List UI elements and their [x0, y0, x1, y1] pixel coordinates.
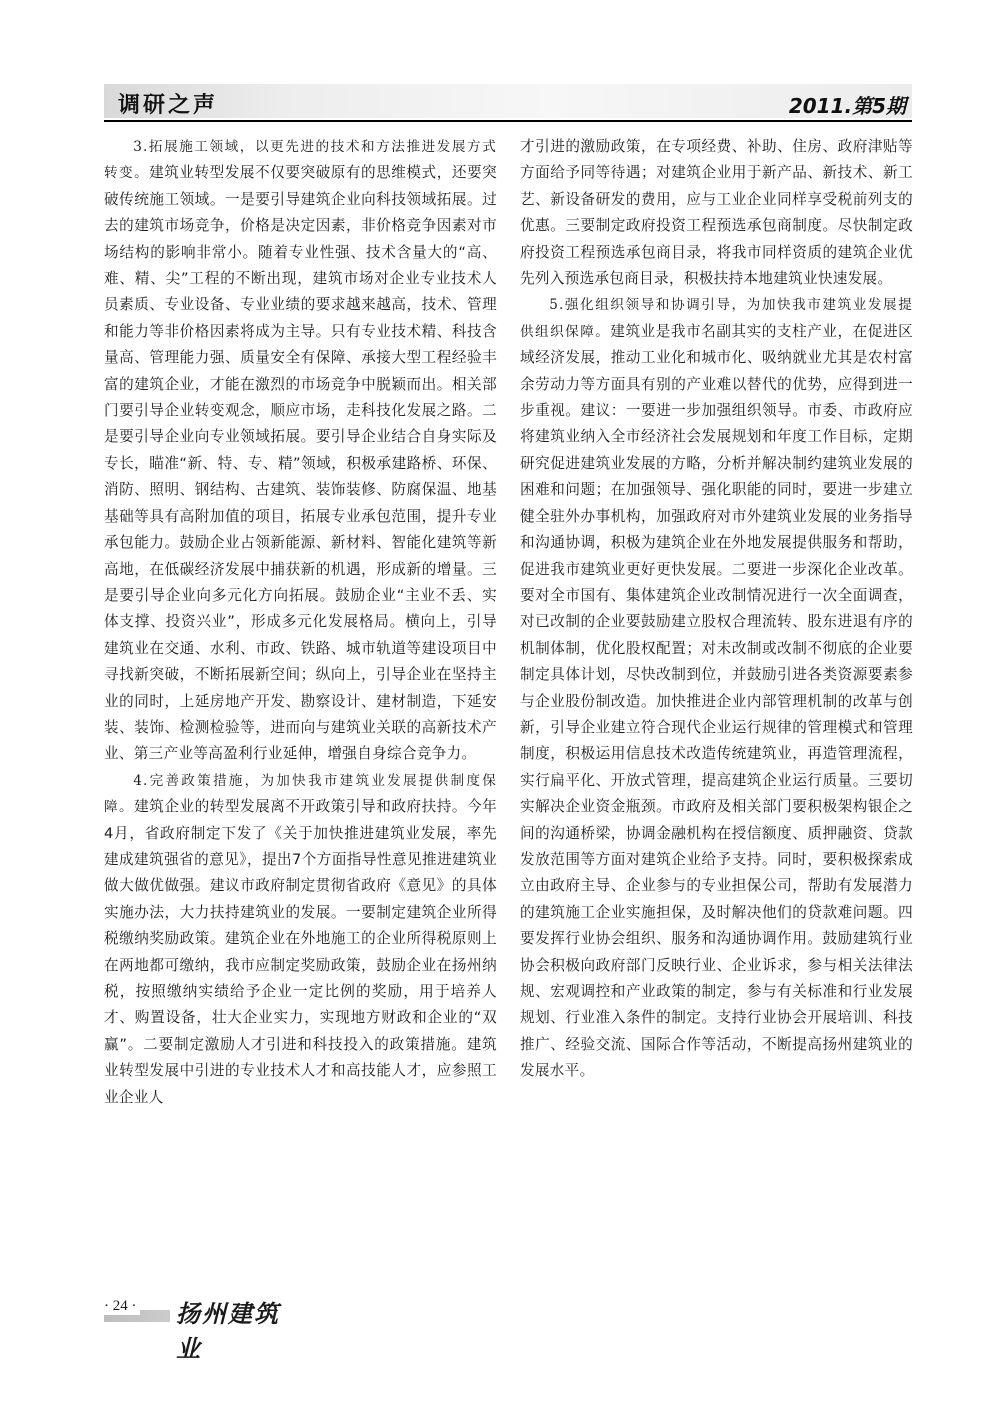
page-number: · 24 ·: [104, 1298, 140, 1315]
journal-logo: 扬州建筑业: [170, 1294, 294, 1364]
paragraph-5: [520, 292, 913, 1084]
section-title: 调研之声: [118, 93, 219, 118]
issue-number: 2011.第5期: [788, 94, 906, 118]
right-column: [520, 134, 913, 1085]
paragraph-3-lead: 3.拓展施工领域，以更先进的技术和方法推进发展方式转变。: [104, 139, 497, 182]
paragraph-4-lead: 4.完善政策措施，为加快我市建筑业发展提供制度保障。: [104, 772, 497, 816]
paragraph-5-body: 建筑业是我市名副其实的支柱产业，在促进区域经济发展，推动工业化和城市化、吸纳就业尤其是农村富余劳动力等方面具有别的产业难以替代的优势，应得到进一步重视。建议：一要进一步加强组织领导。市委、市政府应将建筑业纳入全市经济社会发展规划和年度工作目标，定期研究促进建筑业发展的方略，分析并解决制约建筑业发展的困难和问题；在加强领导、强化职能的同时，要进一步建立健全驻外办事机构，加强政府对市外建筑业发展的业务指导和沟通协调，积极为建筑企业在外地发展提供服务和帮助，促进我市建筑业更好更快发展。二要进一步深化企业改革。要对全市国有、集体建筑企业改制情况进行一次全面调查，对已改制的企业要鼓励建立股权合理流转、股东进退有序的机制体制，优化股权配置；对未改制或改制不彻底的企业要制定具体计划，尽快改制到位，并鼓励引进各类资源要素参与企业股份制改造。加快推进企业内部管理机制的改革与创新，引导企业建立符合现代企业运行规律的管理模式和管理制度，积极运用信息技术改造传统建筑业，再造管理流程，实行扁平化、开放式管理，提高建筑企业运行质量。三要切实解决企业资金瓶颈。市政府及相关部门要积极架构银企之间的沟通桥梁，协调金融机构在授信额度、质押融资、贷款发放范围等方面对建筑企业给予支持。同时，要积极探索成立由政府主导、企业参与的专业担保公司，帮助有发展潜力的建筑施工企业实施担保，及时解决他们的贷款难问题。四要发挥行业协会组织、服务和沟通协调作用。鼓励建筑行业协会积极向政府部门反映行业、企业诉求，参与相关法律法规、宏观调控和产业政策的制定，参与有关标准和行业发展规划、行业准入条件的制定。支持行业协会开展培训、科技推广、经验交流、国际合作等活动，不断提高扬州建筑业的发展水平。: [520, 322, 913, 1080]
left-column: [104, 134, 497, 1111]
paragraph-4-body: 建筑企业的转型发展离不开政策引导和政府扶持。今年4月，省政府制定下发了《关于加快推进建筑业发展，率先建成建筑强省的意见》，提出7个方面指导性意见推进建筑业做大做优做强。建议市政府制定贯彻省政府《意见》的具体实施办法，大力扶持建筑业的发展。一要制定建筑企业所得税缴纳奖励政策。建筑企业在外地施工的企业所得税原则上在两地都可缴纳，我市应制定奖励政策，鼓励企业在扬州纳税，按照缴纳实绩给予企业一定比例的奖励，用于培养人才、购置设备，壮大企业实力，实现地方财政和企业的“双赢”。二要制定激励人才引进和科技投入的政策措施。建筑业转型发展中引进的专业技术人才和高技能人才，应参照工业企业人: [104, 798, 498, 1106]
paragraph-4-continued: 才引进的激励政策，在专项经费、补助、住房、政府津贴等方面给予同等待遇；对建筑企业用于新产品、新技术、新工艺、新设备研发的费用，应与工业企业同样享受税前列支的优惠。三要制定政府投资工程预选承包商制度。尽快制定政府投资工程预选承包商目录，将我市同样资质的建筑企业优先列入预选承包商目录，积极扶持本地建筑业快速发展。: [520, 138, 913, 288]
paragraph-3: [104, 134, 497, 768]
page-footer: [104, 1296, 294, 1363]
paragraph-4: [104, 768, 497, 1111]
paragraph-3-body: 建筑业转型发展不仅要突破原有的思维模式，还要突破传统施工领域。一是要引导建筑企业向科技领域拓展。过去的建筑市场竞争，价格是决定因素，非价格竞争因素对市场结构的影响非常小。随着专业性强、技术含量大的“高、难、精、尖”工程的不断出现，建筑市场对企业专业技术人员素质、专业设备、专业业绩的要求越来越高，技术、管理和能力等非价格因素将成为主导。只有专业技术精、科技含量高、管理能力强、质量安全有保障、承接大型工程经验丰富的建筑企业，才能在激烈的市场竞争中脱颖而出。相关部门要引导企业转变观念，顺应市场，走科技化发展之路。二是要引导企业向专业领域拓展。要引导企业结合自身实际及专长，瞄准“新、特、专、精”领域，积极承建路桥、环保、消防、照明、钢结构、古建筑、装饰装修、防腐保温、地基基础等具有高附加值的项目，拓展专业承包范围，提升专业承包能力。鼓励企业占领新能源、新材料、智能化建筑等新高地，在低碳经济发展中捕获新的机遇，形成新的增量。三是要引导企业向多元化方向拓展。鼓励企业“主业不丢、实体支撑、投资兴业”，形成多元化发展格局。横向上，引导建筑业在交通、水利、市政、铁路、城市轨道等建设项目中寻找新突破，不断拓展新空间；纵向上，引导企业在坚持主业的同时，上延房地产开发、勘察设计、建材制造，下延安装、装饰、检测检验等，进而向与建筑业关联的高新技术产业、第三产业等高盈利行业延伸，增强自身综合竞争力。: [104, 164, 497, 763]
page-header: [104, 84, 912, 122]
paragraph-5-lead: 5.强化组织领导和协调引导，为加快我市建筑业发展提供组织保障。: [520, 297, 913, 340]
